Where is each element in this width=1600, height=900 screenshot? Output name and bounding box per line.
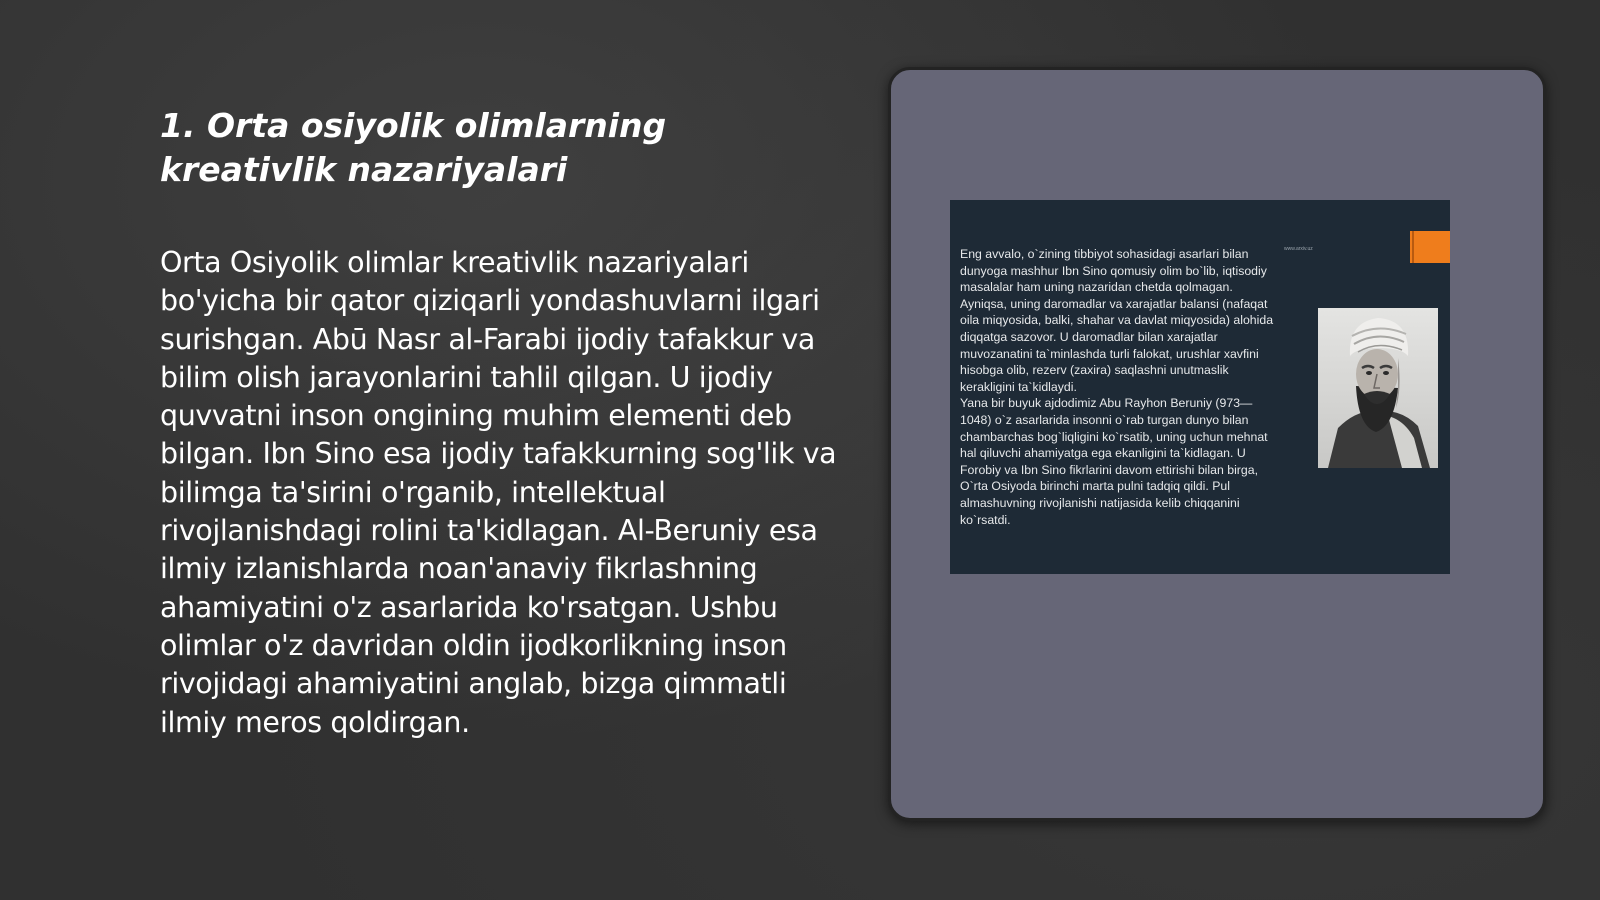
slide-title: 1. Orta osiyolik olimlarning kreativlik nazariyalari bbox=[160, 106, 667, 189]
slide-body-text: Orta Osiyolik olimlar kreativlik nazariyalari bo'yicha bir qator qiziqarli yondashuvlarni ilgari surishgan. Abū Nasr al-Farabi ijodiy tafakkur va bilim olish jarayonlarini tahlil qilgan. U ijodiy quvvatni inson ongining muhim elementi deb bilgan. Ibn Sino esa ijodiy tafakkurning sog'lik va bilimga ta'sirini o'rganib, intellektual rivojlanishdagi rolini ta'kidlagan. Al-Beruniy esa ilmiy izlanishlarda noan'anaviy fikrlashning ahamiyatini o'z asarlarida ko'rsatgan. Ushbu olimlar o'z davridan oldin ijodkorlikning inson rivojidagi ahamiyatini anglab, bizga qimmatli ilmiy meros qoldirgan. bbox=[160, 246, 837, 739]
scholar-portrait-icon bbox=[1318, 308, 1438, 468]
embedded-slide-image bbox=[950, 200, 1450, 574]
embedded-watermark: www.arxiv.uz bbox=[1284, 246, 1313, 252]
embedded-slide-text: Eng avvalo, o`zining tibbiyot sohasidagi asarlari bilan dunyoga mashhur Ibn Sino qomusiy olim bo`lib, iqtisodiy masalalar ham uning nazaridan chetda qolmagan. Ayniqsa, uning daromadlar va xarajatlar balansi (nafaqat oila miqyosida, balki, shahar va davlat miqyosida) alohida diqqatga sazovor. U daromadlar bilan xarajatlar muvozanatini ta`minlashda turli falokat, urushlar xavfini hisobga olib, rezerv (zaxira) saqlashni unutmaslik kerakligini ta`kidlaydi. Yana bir buyuk ajdodimiz Abu Rayhon Beruniy (973— 1048) o`z asarlarida insonni o`rab turgan dunyo bilan chambarchas bog`liqligini ko`rsatib, uning uchun mehnat hal qiluvchi ahamiyatga ega ekanligini ta`kidlagan. U Forobiy va Ibn Sino fikrlarini davom ettirishi bilan birga, O`rta Osiyoda birinchi marta pulni tadqiq qildi. Pul almashuvning rivojlanishi natijasida kelib chiqqanini ko`rsatdi. bbox=[960, 247, 1274, 527]
orange-accent-bar bbox=[1410, 231, 1450, 263]
accent-divider bbox=[1412, 231, 1414, 263]
scholar-portrait-drawing bbox=[1318, 308, 1438, 468]
